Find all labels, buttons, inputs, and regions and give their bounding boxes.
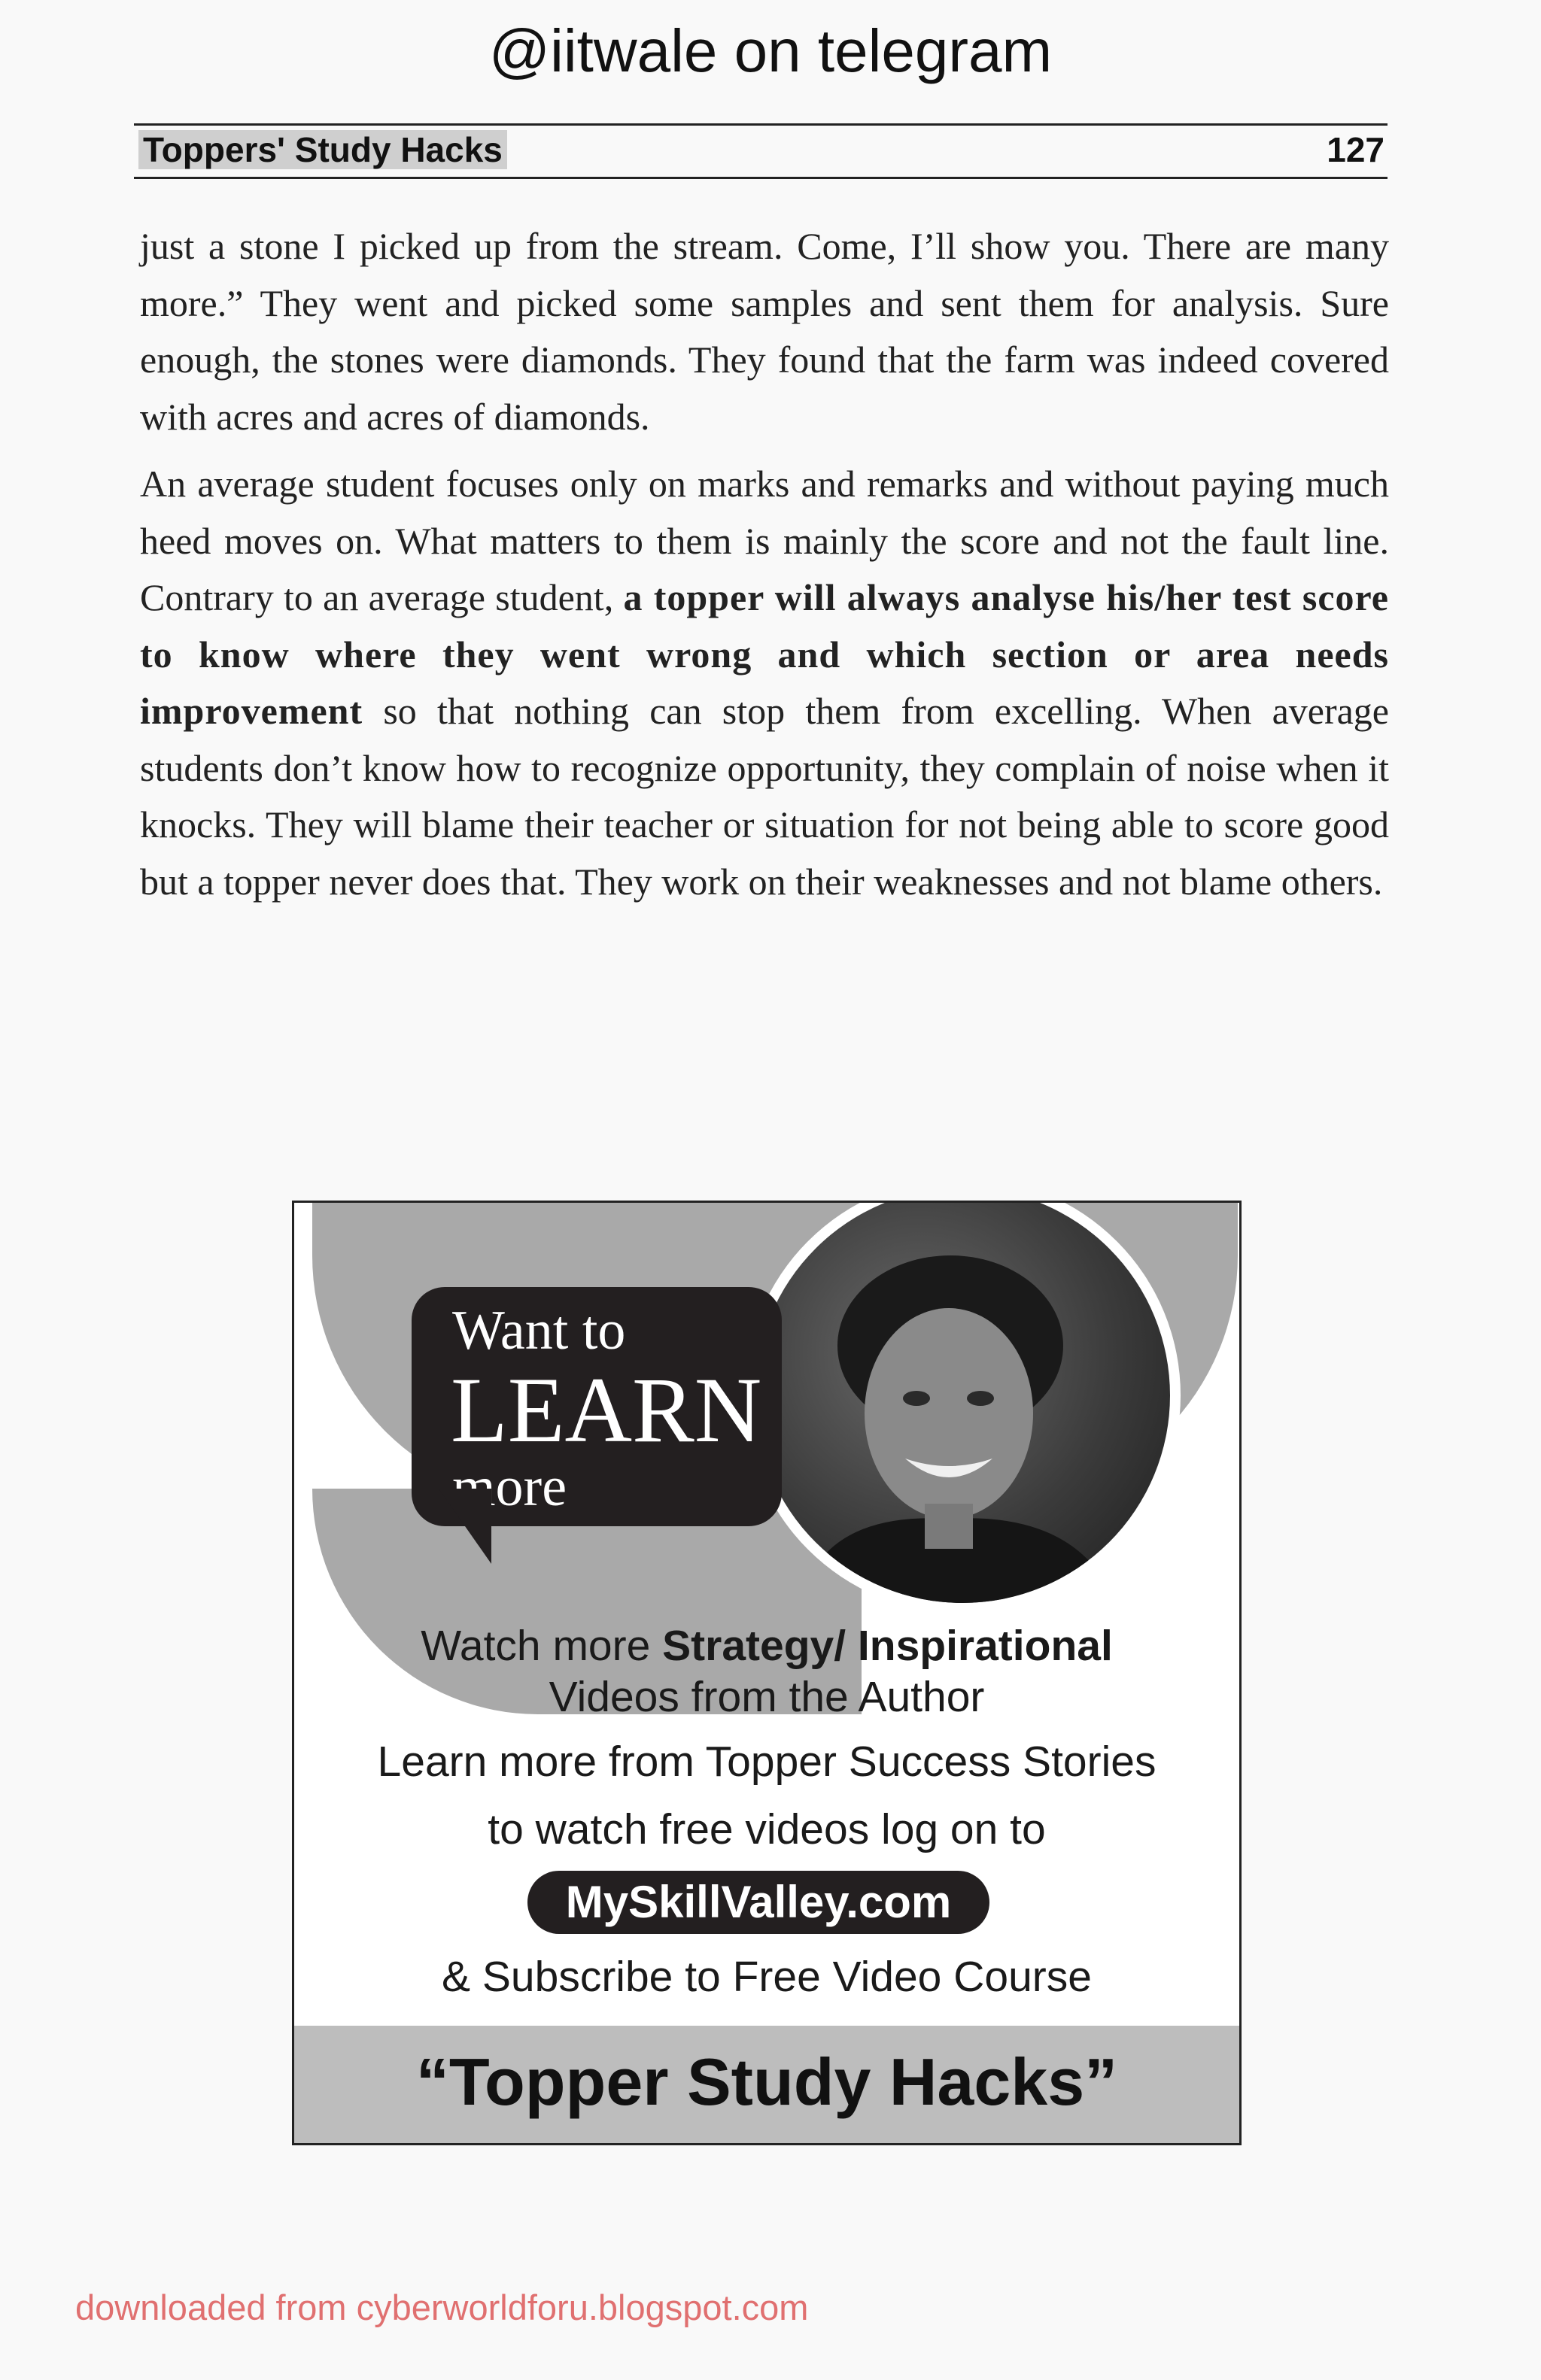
speech-bubble-tail xyxy=(412,1489,491,1564)
ad-watch-line xyxy=(294,1621,1239,1671)
bubble-line-3: more xyxy=(452,1456,567,1518)
ad-learn-line: Learn more from Topper Success Stories xyxy=(377,1738,1157,1786)
paragraph-1: just a stone I picked up from the stream. Come, I’ll show you. There are many more.” They went and picked some samples and sent them for analysis. Sure enough, the stones were diamonds. They found that the farm was indeed covered with acres and acres of diamonds. xyxy=(140,225,1389,438)
paragraph-2-bold: a topper will always analyse his/her test score to know where they went wrong and which section or area needs improvement xyxy=(140,576,1389,732)
bubble-line-1: Want to xyxy=(452,1300,626,1362)
ad-watch-prefix: Watch more xyxy=(421,1622,663,1670)
author-portrait-icon xyxy=(755,1201,1170,1603)
running-header xyxy=(134,123,1388,179)
bubble-line-2: LEARN xyxy=(451,1358,762,1462)
paragraph-2-start: An average student focuses only on marks and remarks and without paying much heed moves on. What matters to them is mainly the score and not the fault line. Contrary to an average student, xyxy=(140,463,1389,618)
advertisement-box xyxy=(292,1201,1242,2145)
body-text xyxy=(140,218,1389,921)
ad-watch-bold: Strategy/ Inspirational xyxy=(662,1622,1113,1670)
ad-videos-line: Videos from the Author xyxy=(549,1673,985,1721)
author-photo xyxy=(755,1201,1170,1603)
telegram-watermark: @iitwale on telegram xyxy=(488,17,1053,84)
paragraph-2-end: so that nothing can stop them from excelling. When average students don’t know how to recognize opportunity, they complain of noise when it knocks. They will blame their teacher or situation for not being able to score good but a topper never does that. They work on their weaknesses and not blame others. xyxy=(140,690,1389,903)
ad-watch-free-line: to watch free videos log on to xyxy=(488,1805,1046,1853)
ad-subscribe-line: & Subscribe to Free Video Course xyxy=(442,1953,1092,2001)
paragraph-2 xyxy=(140,456,1389,910)
page-number: 127 xyxy=(1327,130,1384,169)
download-watermark: downloaded from cyberworldforu.blogspot.com xyxy=(75,2287,809,2327)
site-link[interactable]: MySkillValley.com xyxy=(527,1871,989,1934)
book-title: Toppers' Study Hacks xyxy=(138,130,507,169)
ad-footer-title: “Topper Study Hacks” xyxy=(294,2026,1239,2143)
